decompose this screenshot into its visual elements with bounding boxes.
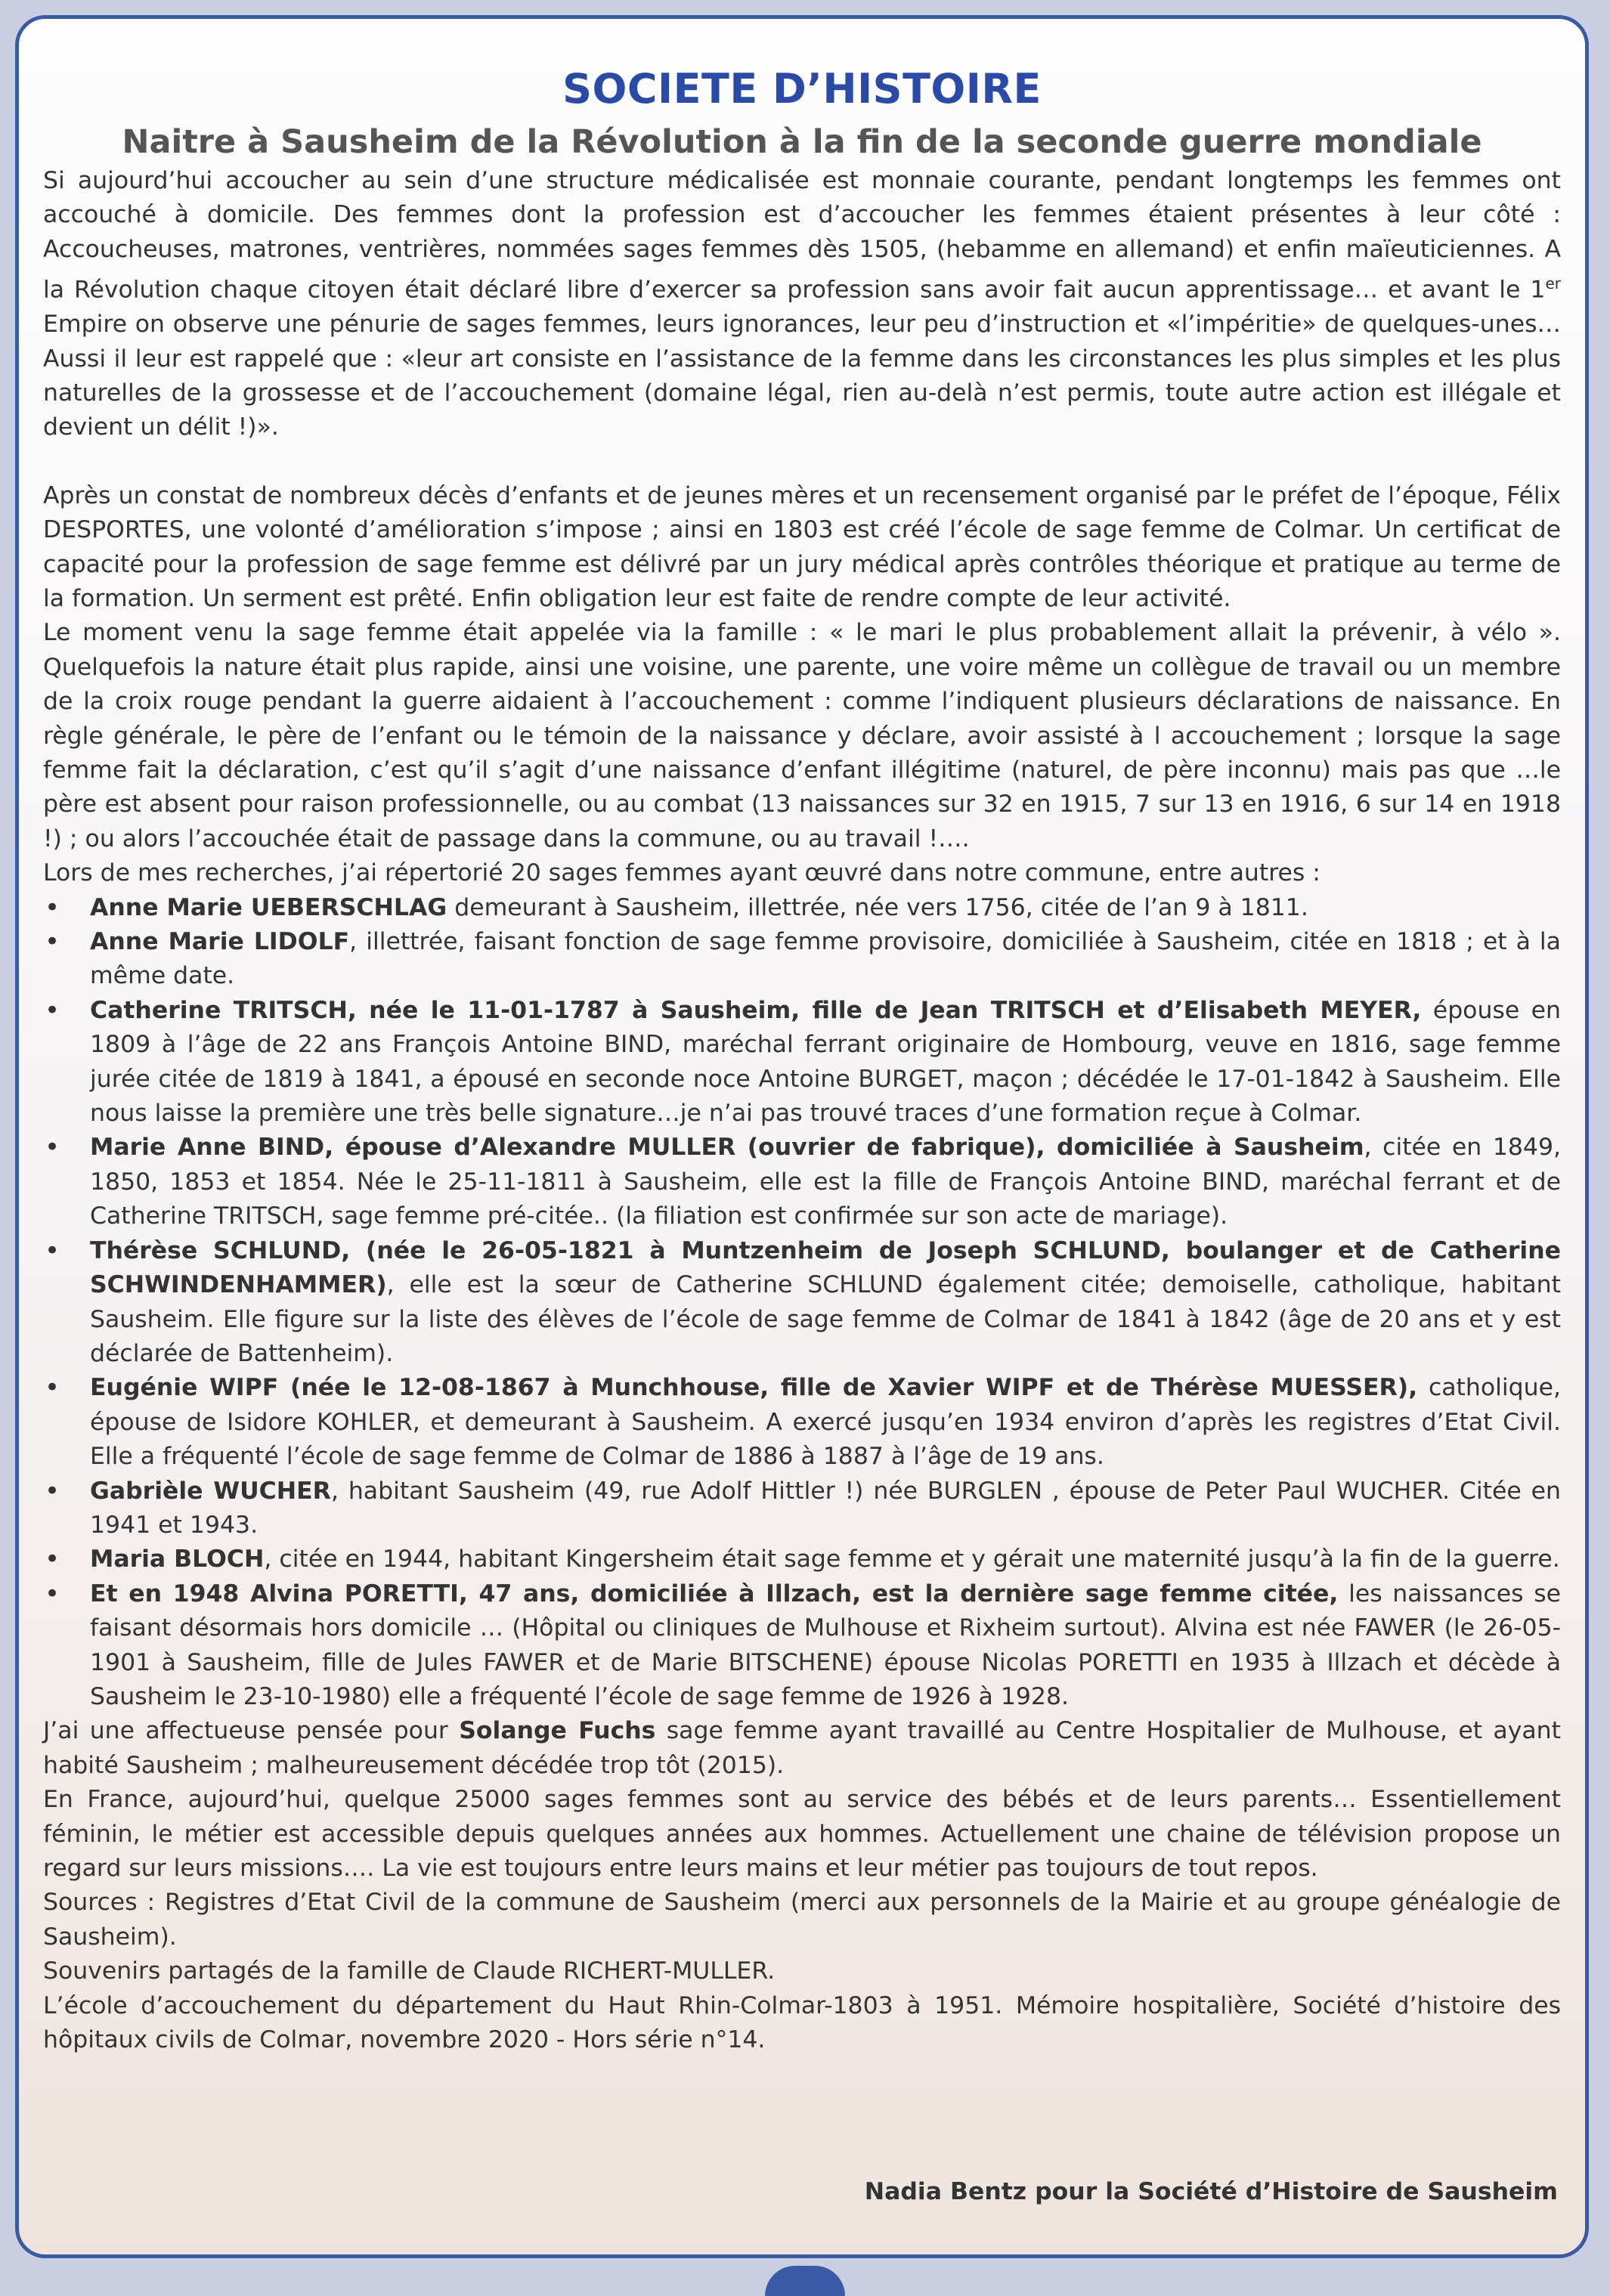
sources-paragraph: Sources : Registres d’Etat Civil de la commune de Sausheim (merci aux personnels de la Mairie et au groupe généalogie de Sausheim). [43,1889,1561,1951]
list-item: • Eugénie WIPF (née le 12-08-1867 à Munchhouse, fille de Xavier WIPF et de Thérèse MUESSER), catholique, épouse de Isidore KOHLER, et demeurant à Sausheim. A exercé jusqu’en 1934 environ d’après les registres d’Etat Civil. Elle a fréquenté l’école de sage femme de Colmar de 1886 à 1887 à l’âge de 19 ans. [45,1372,1562,1471]
midwife-list [43,891,1561,1715]
souvenirs-paragraph: Souvenirs partagés de la famille de Claude RICHERT-MULLER. [43,1957,776,1985]
list-item: • Catherine TRITSCH, née le 11-01-1787 à Sausheim, fille de Jean TRITSCH et d’Elisabeth MEYER, épouse en 1809 à l’âge de 22 ans François Antoine BIND, maréchal ferrant originaire de Hombourg, veuve en 1816, sage femme jurée citée de 1819 à 1841, a épousé en seconde noce Antoine BURGET, maçon ; décédée le 17-01-1842 à Sausheim. Elle nous laisse la première une très belle signature…je n’ai pas trouvé traces d’une formation reçue à Colmar. [45,995,1561,1128]
article-page [15,15,1589,2258]
list-item: • Et en 1948 Alvina PORETTI, 47 ans, domiciliée à Illzach, est la dernière sage femme citée, les naissances se faisant désormais hors domicile … (Hôpital ou cliniques de Mulhouse et Rixheim surtout). Alvina est née FAWER (le 26-05-1901 à Sausheim, fille de Jules FAWER et de Marie BITSCHENE) épouse Nicolas PORETTI en 1935 à Illzach et décède à Sausheim le 23-10-1980) elle a fréquenté l’école de sage femme de 1926 à 1928. [45,1578,1562,1710]
paragraph-gap [43,445,1561,479]
bullet-icon: • [45,1475,60,1506]
article-body [43,164,1561,2057]
page-title: SOCIETE D’HISTOIRE [562,65,1042,113]
list-item: • Marie Anne BIND, épouse d’Alexandre MULLER (ouvrier de fabrique), domiciliée à Sausheim, citée en 1849, 1850, 1853 et 1854. Née le 25-11-1811 à Sausheim, elle est la fille de François Antoine BIND, maréchal ferrant et de Catherine TRITSCH, sage femme pré-citée.. (la filiation est confirmée sur son acte de mariage). [45,1132,1562,1230]
bullet-icon: • [45,1372,60,1403]
bullet-icon: • [45,995,60,1026]
ecole-reference: L’école d’accouchement du département du Haut Rhin-Colmar-1803 à 1951. Mémoire hospitalière, Société d’histoire des hôpitaux civils de Colmar, novembre 2020 - Hors série n°14. [43,1991,1561,2054]
france-paragraph: En France, aujourd’hui, quelque 25000 sages femmes sont au service des bébés et de leurs parents… Essentiellement féminin, le métier est accessible depuis quelques années aux hommes. Actuellement une chaine de télévision propose un regard sur leurs missions…. La vie est toujours entre leurs mains et leur métier pas toujours de tout repos. [43,1786,1561,1882]
superscript: er [1545,274,1561,293]
bullet-icon: • [45,927,60,958]
bullet-icon: • [45,1578,60,1609]
list-item: • Gabrièle WUCHER, habitant Sausheim (49, rue Adolf Hittler !) née BURGLEN , épouse de Peter Paul WUCHER. Citée en 1941 et 1943. [45,1475,1562,1539]
list-item: • Anne Marie UEBERSCHLAG demeurant à Sausheim, illettrée, née vers 1756, citée de l’an 9 à 1811. [43,891,1561,925]
ecole-paragraph: Après un constat de nombreux décès d’enfants et de jeunes mères et un recensement organisé par le préfet de l’époque, Félix DESPORTES, une volonté d’amélioration s’impose ; ainsi en 1803 est créé l’école de sage femme de Colmar. Un certificat de capacité pour la profession de sage femme est délivré par un jury médical après contrôles théorique et pratique au terme de la formation. Un serment est prêté. Enfin obligation leur est faite de rendre compte de leur activité. [43,481,1561,612]
bullet-icon: • [45,1544,60,1575]
list-item: • Maria BLOCH, citée en 1944, habitant Kingersheim était sage femme et y gérait une maternité jusqu’à la fin de la guerre. [43,1543,1561,1577]
article-headline: Naitre à Sausheim de la Révolution à la fin de la seconde guerre mondiale [122,123,1482,161]
page-tab-decoration [765,2266,845,2296]
intro-paragraph: Si aujourd’hui accoucher au sein d’une structure médicalisée est monnaie courante, pendant longtemps les femmes ont accouché à domicile. Des femmes dont la profession est d’accoucher les femmes étaient présentes à leur côté : Accoucheuses, matrones, ventrières, nommées sages femmes dès 1505, (hebamme en allemand) et enfin maïeuticiennes. A la Révolution chaque citoyen était déclaré libre d’exercer sa profession sans avoir fait aucun apprentissage… et avant le 1er Empire on observe une pénurie de sages femmes, leurs ignorances, leur peu d’instruction et «l’impéritie» de quelques-unes… Aussi il leur est rappelé que : «leur art consiste en l’assistance de la femme dans les circonstances les plus simples et les plus naturelles de la grossesse et de l’accouchement (domaine légal, rien au-delà n’est permis, toute autre action est illégale et devient un délit !)». [43,167,1561,441]
bullet-icon: • [45,1235,60,1266]
list-item: • Thérèse SCHLUND, (née le 26-05-1821 à Muntzenheim de Joseph SCHLUND, boulanger et de Catherine SCHWINDENHAMMER), elle est la sœur de Catherine SCHLUND également citée; demoiselle, catholique, habitant Sausheim. Elle figure sur la liste des élèves de l’école de sage femme de Colmar de 1841 à 1842 (âge de 20 ans et y est déclarée de Battenheim). [45,1235,1561,1367]
naissance-paragraph: Le moment venu la sage femme était appelée via la famille : « le mari le plus probablement allait la prévenir, à vélo ». Quelquefois la nature était plus rapide, ainsi une voisine, une parente, une voire même un collègue de travail ou un membre de la croix rouge pendant la guerre aidaient à l’accouchement : comme l’indiquent plusieurs déclarations de naissance. En règle générale, le père de l’enfant ou le témoin de la naissance y déclare, avoir assisté à l accouchement ; lorsque la sage femme fait la déclaration, c’est qu’il s’agit d’une naissance d’enfant illégitime (naturel, de père inconnu) mais pas que …le père est absent pour raison professionnelle, ou au combat (13 naissances sur 32 en 1915, 7 sur 13 en 1916, 6 sur 14 en 1918 !) ; ou alors l’accouchée était de passage dans la commune, ou au travail !…. [43,619,1561,852]
bullet-icon: • [45,892,60,923]
list-item: • Anne Marie LIDOLF, illettrée, faisant fonction de sage femme provisoire, domiciliée à Sausheim, citée en 1818 ; et à la même date. [45,927,1561,990]
bullet-icon: • [45,1132,60,1163]
article-content [43,66,1561,2057]
fuchs-paragraph: J’ai une affectueuse pensée pour Solange Fuchs sage femme ayant travaillé au Centre Hospitalier de Mulhouse, et ayant habité Sausheim ; malheureusement décédée trop tôt (2015). [43,1717,1561,1779]
recherches-paragraph: Lors de mes recherches, j’ai répertorié 20 sages femmes ayant œuvré dans notre commune, entre autres : [43,859,1321,887]
author-signature: Nadia Bentz pour la Société d’Histoire de Sausheim [864,2178,1558,2205]
